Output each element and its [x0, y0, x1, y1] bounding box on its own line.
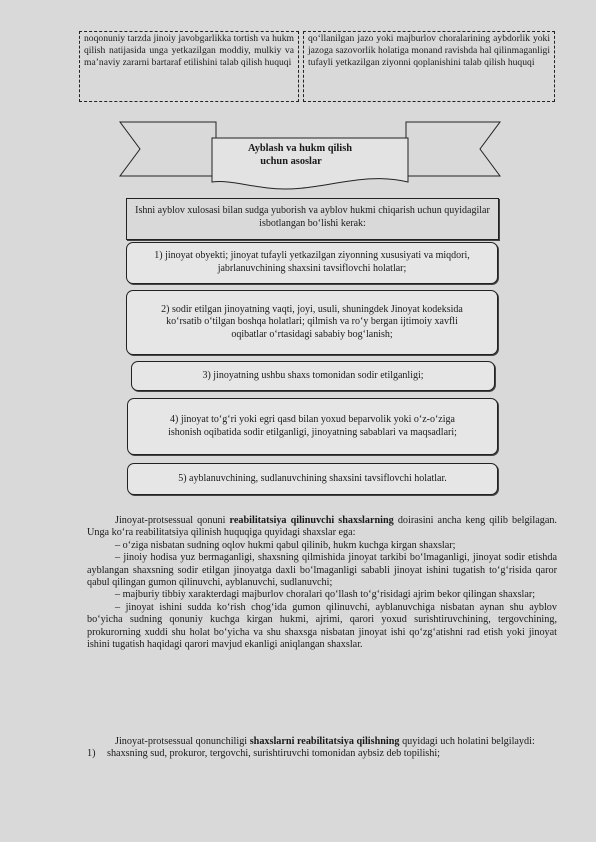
ground-item-1: [126, 242, 498, 284]
ground-item-2: [126, 290, 498, 355]
ground-item-4-text: 4) jinoyat to‘g‘ri yoki egri qasd bilan yoxud beparvolik yoki o‘z-o‘ziga ishonish oqibatida sodir etilganligi, jinoyatning sabablari va maqsadlari;: [168, 413, 457, 438]
ground-item-2-text: 2) sodir etilgan jinoyatning vaqti, joyi, usuli, shuningdek Jinoyat kodeksida ko‘rsatib o‘tilgan boshqa holatlari; qilmish va ro‘y bergan ijtimoiy xavfli oqibatlar o‘rtasidagi sababiy bog‘lanish;: [161, 303, 463, 340]
banner-line-1: Ayblash va hukm qilish: [247, 143, 353, 154]
intro-box-text: Ishni ayblov xulosasi bilan sudga yuborish va ayblov hukmi chiqarish uchun quyidagilar isbotlangan bo‘lishi kerak:: [135, 205, 490, 229]
banner-title: [215, 143, 385, 168]
top-right-box: [303, 31, 555, 102]
top-left-box-text: noqonuniy tarzda jinoiy javobgarlikka tortish va hukm qilish natijasida unga yetkazilgan moddiy, mulkiy va ma’naviy zararni bartaraf etilishini talab qilish huquqi: [84, 33, 294, 68]
list2-item-1-number: 1): [87, 748, 96, 760]
list1-item-1: – o‘ziga nisbatan sudning oqlov hukmi qabul qilinib, hukm kuchga kirgan shaxslar;: [115, 539, 456, 551]
ground-item-5-text: 5) ayblanuvchining, sudlanuvchining shaxsini tavsiflovchi holatlar.: [178, 472, 447, 484]
list1-item-2: – jinoiy hodisa yuz bermaganligi, shaxsning qilmishida jinoyat tarkibi bo‘lmaganligi, jinoyat sodir etishda ayblangan shaxsning sodir etilgan jinoyatga daxli bo‘lmaganligi sababli jinoyat ishini tugatish to‘g‘risida qaror qabul qilingan gumon qilinuvchi, ayblanuvchi, sudlanuvchi;: [87, 552, 557, 589]
para1-text: Jinoyat-protsessual qonuni reabilitatsiya qilinuvchi shaxslarning doirasini ancha keng qilib belgilagan. Unga ko‘ra reabilitatsiya qilinish huquqiga quyidagi shaxslar ega:: [87, 515, 557, 539]
list2-item-1: [87, 748, 557, 760]
banner-line-2: uchun asoslar: [260, 155, 322, 167]
paragraph-rehabilitation-cases: [87, 736, 557, 761]
ground-item-3: [131, 361, 495, 391]
intro-box: [126, 198, 499, 240]
ground-item-5: [127, 463, 498, 495]
list2-item-1-text: shaxsning sud, prokuror, tergovchi, surishtiruvchi tomonidan aybsiz deb topilishi;: [107, 748, 441, 760]
para2-text: Jinoyat-protsessual qonunchiligi shaxslarni reabilitatsiya qilishning quyidagi uch holatini belgilaydi:: [115, 736, 535, 747]
top-left-box: [79, 31, 299, 102]
para1-bold: reabilitatsiya qilinuvchi shaxslarning: [229, 515, 394, 526]
list1-item-3: – majburiy tibbiy xarakterdagi majburlov choralari qo‘llash to‘g‘risidagi ajrim bekor qilingan shaxslar;: [115, 589, 536, 601]
paragraph-rehabilitated-persons: [87, 515, 557, 651]
para2-bold: shaxslarni reabilitatsiya qilishning: [249, 736, 400, 747]
top-right-box-text: qo‘llanilgan jazo yoki majburlov choralarining aybdorlik yoki jazoga sazovorlik holatiga monand ravishda hal qilinmaganligi tufayli yetkazilgan ziyonni qoplanishini talab qilish huquqi: [308, 33, 550, 68]
ground-item-3-text: 3) jinoyatning ushbu shaxs tomonidan sodir etilganligi;: [202, 369, 424, 381]
ground-item-1-text: 1) jinoyat obyekti; jinoyat tufayli yetkazilgan ziyonning xususiyati va miqdori, jabrlanuvchining shaxsini tavsiflovchi holatlar;: [154, 250, 470, 274]
ground-item-4: [127, 398, 498, 455]
list1-item-4: – jinoyat ishini sudda ko‘rish chog‘ida gumon qilinuvchi, ayblanuvchiga nisbatan aynan shu ayblov bo‘yicha sudning qonuniy kuchga kirgan hukmi, ajrimi, qarori yoxud surishtiruvchining, tergovchining, prokurorning xuddi shu holat bo‘yicha va shu shaxsga nisbatan jinoyat ishi qo‘zg‘atishni rad etish yoki jinoyat ishini tugatish haqidagi qarori mavjud ekanligi aniqlangan shaxslar.: [87, 601, 557, 651]
